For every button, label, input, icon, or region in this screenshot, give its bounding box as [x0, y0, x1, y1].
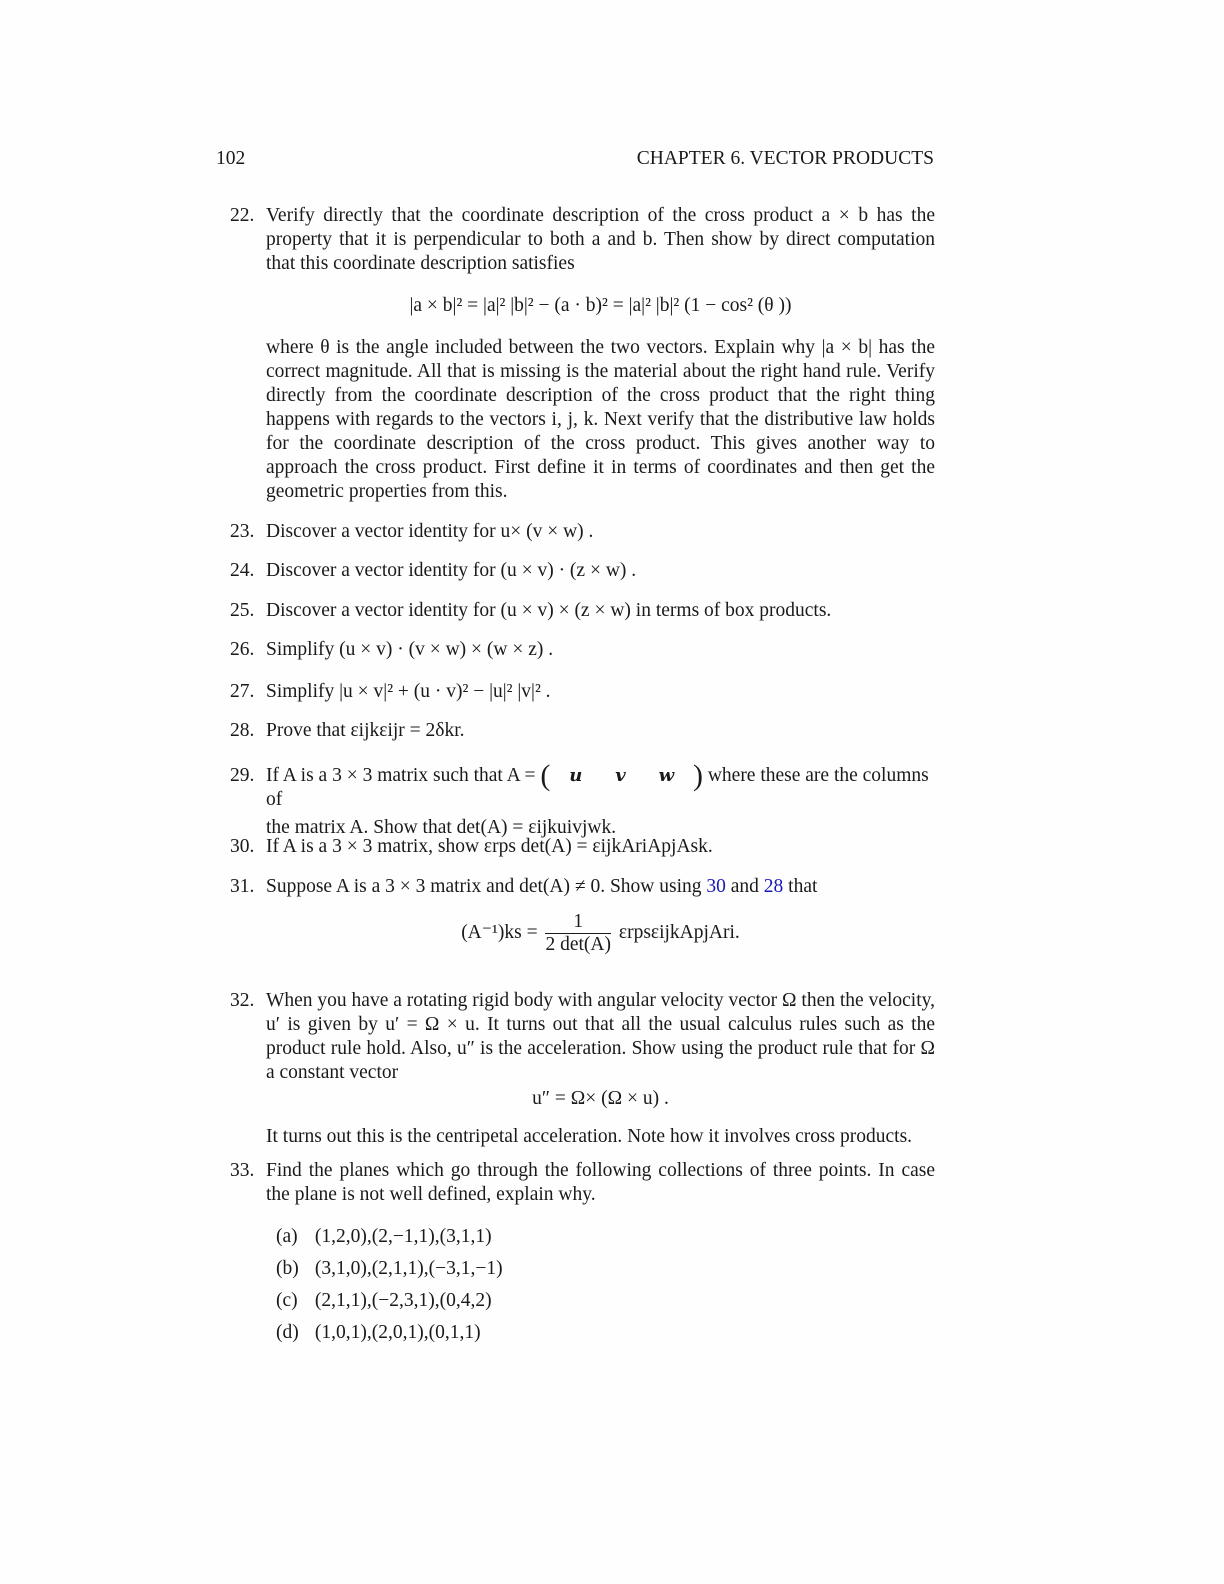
problem-30-text: If A is a 3 × 3 matrix, show εrps det(A) = εijkAriApjAsk.: [266, 836, 713, 857]
fraction-denominator: 2 det(A): [545, 934, 612, 955]
list-item: [276, 1221, 935, 1253]
problem-number: 32.: [230, 990, 255, 1011]
eq-lhs: (A⁻¹)ks =: [461, 921, 538, 943]
problem-31-text-a: Suppose A is a 3 × 3 matrix and det(A) ≠ 0. Show using: [266, 876, 702, 897]
problem-23-text: Discover a vector identity for u× (v × w) .: [266, 521, 594, 542]
matrix: ( u v w ): [540, 759, 703, 792]
matrix-col-w: w: [658, 765, 675, 786]
list-item: [276, 1253, 935, 1285]
problem-26: [230, 638, 935, 662]
problem-number: 26.: [230, 639, 255, 660]
problem-24: [230, 559, 935, 583]
problem-30: [230, 835, 935, 859]
ref-problem-28-link[interactable]: 28: [763, 876, 784, 897]
problem-23: [230, 520, 935, 544]
ref-problem-30-link[interactable]: 30: [706, 876, 726, 897]
list-item: [276, 1285, 935, 1317]
problem-25-text: Discover a vector identity for (u × v) × (z × w) in terms of box products.: [266, 600, 832, 621]
problem-24-text: Discover a vector identity for (u × v) · (z × w) .: [266, 560, 637, 581]
problem-29: [230, 759, 935, 840]
problem-29-text-b: where these are the columns of: [266, 765, 929, 810]
problem-number: 31.: [230, 876, 255, 897]
problem-number: 30.: [230, 836, 255, 857]
problem-25: [230, 599, 935, 623]
problem-32-equation: u″ = Ω× (Ω × u) .: [532, 1088, 669, 1109]
problem-22-intro: Verify directly that the coordinate description of the cross product a × b has the property that it is perpendicular to both a and b. Then show by direct computation that this coordinate description satisfies: [266, 205, 935, 274]
problem-33: [230, 1159, 935, 1349]
problem-32-intro: When you have a rotating rigid body with angular velocity vector Ω then the velocity, u′ is given by u′ = Ω × u. It turns out that all the usual calculus rules such as the product rule hold. Also, u″ is the acceleration. Show using the product rule that for Ω a constant vector: [266, 990, 935, 1083]
page-number: 102: [216, 148, 246, 169]
item-label: (d): [276, 1322, 299, 1343]
problem-28-text: Prove that εijkεijr = 2δkr.: [266, 720, 465, 741]
fraction-numerator: 1: [545, 911, 611, 934]
matrix-col-v: v: [615, 765, 626, 786]
problem-29-text-c: the matrix A. Show that det(A) = εijkuivjwk.: [266, 817, 617, 838]
problem-number: 23.: [230, 521, 255, 542]
problem-number: 24.: [230, 560, 255, 581]
problem-22: [230, 204, 935, 504]
item-points: (3,1,0),(2,1,1),(−3,1,−1): [314, 1258, 503, 1279]
problem-number: 27.: [230, 681, 255, 702]
point-sets-list: [276, 1221, 935, 1349]
list-item: [276, 1317, 935, 1349]
item-points: (1,0,1),(2,0,1),(0,1,1): [314, 1322, 481, 1343]
problem-28: [230, 719, 935, 743]
problem-26-text: Simplify (u × v) · (v × w) × (w × z) .: [266, 639, 554, 660]
problem-31: [230, 875, 935, 956]
matrix-col-u: u: [569, 765, 583, 786]
problem-31-equation: [266, 911, 935, 956]
page-header: [216, 148, 934, 174]
problem-29-text-a: If A is a 3 × 3 matrix such that A =: [266, 765, 536, 786]
item-points: (1,2,0),(2,−1,1),(3,1,1): [314, 1226, 492, 1247]
problem-27: [230, 680, 935, 704]
item-points: (2,1,1),(−2,3,1),(0,4,2): [314, 1290, 492, 1311]
problem-31-text-c: that: [788, 876, 818, 897]
problem-number: 33.: [230, 1160, 255, 1181]
item-label: (a): [276, 1226, 298, 1247]
eq-rhs: εrpsεijkApjAri.: [618, 921, 740, 943]
problem-number: 22.: [230, 205, 255, 226]
item-label: (b): [276, 1258, 299, 1279]
problem-number: 25.: [230, 600, 255, 621]
problem-22-body: where θ is the angle included between the two vectors. Explain why |a × b| has the correct magnitude. All that is missing is the material about the right hand rule. Verify directly from the coordinate description of the cross product that the right thing happens with regards to the vectors i, j, k. Next verify that the distributive law holds for the coordinate description of the cross product. This gives another way to approach the cross product. First define it in terms of coordinates and then get the geometric properties from this.: [266, 337, 935, 502]
problem-33-text: Find the planes which go through the following collections of three points. In case the plane is not well defined, explain why.: [266, 1160, 935, 1205]
problem-32: [230, 989, 935, 1149]
item-label: (c): [276, 1290, 298, 1311]
problem-27-text: Simplify |u × v|² + (u · v)² − |u|² |v|² .: [266, 681, 551, 702]
problem-32-body: It turns out this is the centripetal acceleration. Note how it involves cross products.: [266, 1126, 913, 1147]
problem-31-text-b: and: [730, 876, 759, 897]
fraction: [545, 911, 611, 956]
problem-number: 29.: [230, 765, 255, 786]
problem-22-equation: |a × b|² = |a|² |b|² − (a · b)² = |a|² |b|² (1 − cos² (θ )): [409, 295, 792, 316]
chapter-title: CHAPTER 6. VECTOR PRODUCTS: [636, 148, 934, 169]
problem-number: 28.: [230, 720, 255, 741]
